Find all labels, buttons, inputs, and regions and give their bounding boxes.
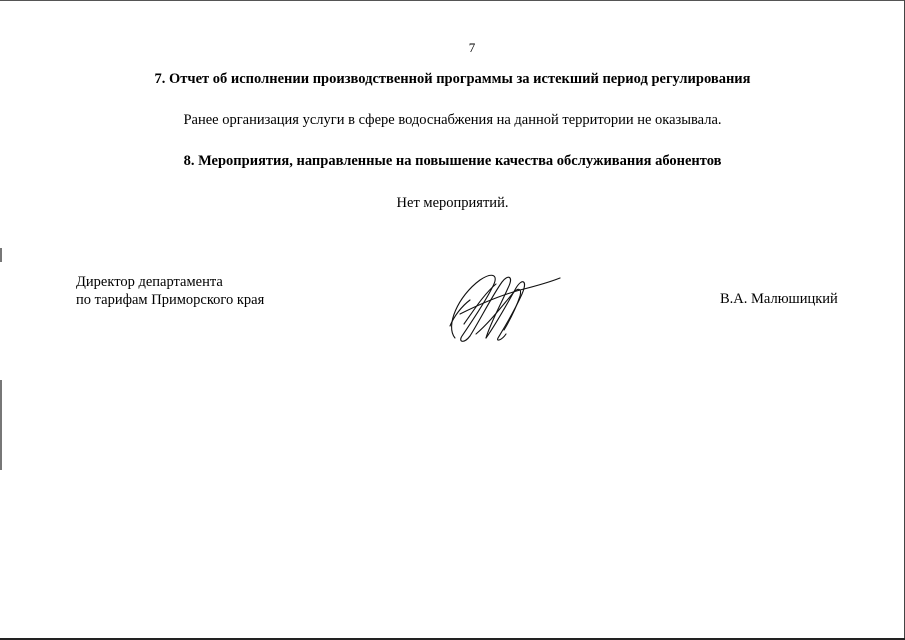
scan-margin-mark: [0, 248, 2, 262]
section-7-heading: 7. Отчет об исполнении производственной программы за истекший период регулирования: [154, 71, 751, 87]
signatory-position-line-1: Директор департамента: [76, 274, 223, 290]
signatory-position: [76, 273, 264, 309]
page-number: 7: [468, 40, 476, 55]
section-8-heading: 8. Мероприятия, направленные на повышение качества обслуживания абонентов: [183, 153, 722, 169]
scan-margin-mark: [0, 380, 2, 470]
page-edge-top: [0, 0, 905, 1]
handwritten-signature: [440, 266, 565, 346]
section-7-text: Ранее организация услуги в сфере водоснабжения на данной территории не оказывала.: [183, 112, 722, 128]
section-8-text: Нет мероприятий.: [396, 195, 509, 211]
signatory-name: В.А. Малюшицкий: [720, 291, 838, 307]
signatory-position-line-2: по тарифам Приморского края: [76, 292, 265, 308]
